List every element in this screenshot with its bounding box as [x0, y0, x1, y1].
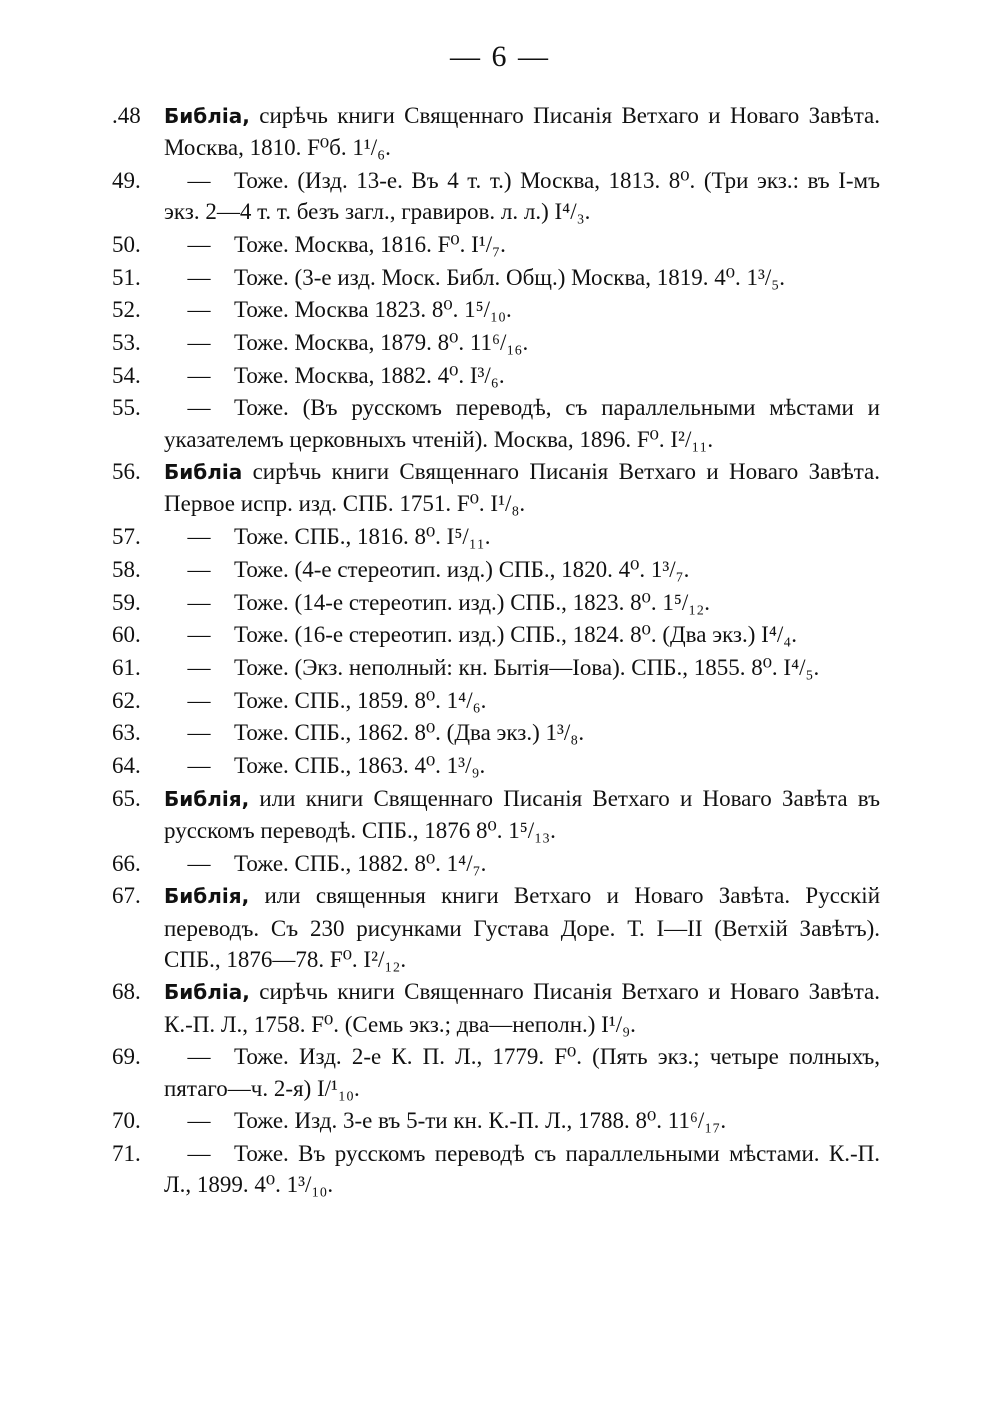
entry-text: Тоже. Изд. 2-е К. П. Л., 1779. F⁰. (Пять экз.; четыре полныхъ, пятаго—ч. 2-я) I/¹₁₀.	[164, 1044, 880, 1101]
entry-text: Тоже. Москва, 1879. 8⁰. 11⁶/₁₆.	[234, 329, 529, 355]
ditto-dash: —	[187, 524, 211, 550]
entry-61	[112, 652, 880, 683]
entry-text: Тоже. (Экз. неполный: кн. Бытія—Іова). СПБ., 1855. 8⁰. I⁴/₅.	[234, 654, 820, 680]
ditto-dash: —	[187, 395, 211, 421]
entry-number: 61.	[112, 654, 141, 680]
entry-number: 56.	[112, 459, 141, 485]
entry-51	[112, 262, 880, 293]
entry-number: 66.	[112, 850, 141, 876]
entry-56	[112, 456, 880, 519]
entry-number: 69.	[112, 1044, 141, 1070]
ditto-dash: —	[187, 329, 211, 355]
entry-text: Тоже. СПБ., 1859. 8⁰. 1⁴/₆.	[234, 687, 487, 713]
entry-number: 58.	[112, 556, 141, 582]
entry-number: 60.	[112, 622, 141, 648]
entry-63	[112, 717, 880, 748]
entry-text: Тоже. СПБ., 1816. 8⁰. I⁵/₁₁.	[234, 524, 491, 550]
entry-number: 65.	[112, 785, 141, 811]
ditto-dash: —	[187, 556, 211, 582]
entry-67	[112, 880, 880, 975]
ditto-dash: —	[187, 1044, 211, 1070]
page-number: — 6 —	[450, 40, 550, 73]
entry-65	[112, 783, 880, 846]
entry-number: 59.	[112, 589, 141, 615]
entry-text: Тоже. (Изд. 13-е. Въ 4 т. т.) Москва, 1813. 8⁰. (Три экз.: въ I-мъ экз. 2—4 т. т. безъ загл., гравиров. л. л.) I⁴/₃.	[164, 167, 880, 225]
entry-text: Тоже. СПБ., 1862. 8⁰. (Два экз.) 1³/₈.	[234, 720, 585, 746]
entry-53	[112, 327, 880, 358]
entry-64	[112, 750, 880, 781]
entry-number: 57.	[112, 524, 141, 550]
entry-text: или книги Священнаго Писанія Ветхаго и Новаго Завѣта въ русскомъ переводѣ. СПБ., 1876 8⁰. 1⁵/₁₃.	[164, 785, 880, 843]
entry-text: Тоже. Москва, 1816. F⁰. I¹/₇.	[234, 231, 506, 257]
entry-number: 52.	[112, 297, 141, 323]
entry-60	[112, 619, 880, 650]
entry-number: 68.	[112, 979, 141, 1005]
entry-54	[112, 360, 880, 391]
entry-title: Библіа,	[164, 104, 250, 128]
entry-50	[112, 229, 880, 260]
entry-55	[112, 392, 880, 454]
entry-title: Библіа,	[164, 980, 250, 1005]
ditto-dash: —	[187, 589, 211, 615]
catalog-entries	[112, 100, 880, 1202]
entry-number: 49.	[112, 167, 141, 193]
entry-68	[112, 976, 880, 1039]
ditto-dash: —	[187, 167, 211, 193]
entry-57	[112, 521, 880, 552]
ditto-dash: —	[187, 264, 211, 290]
entry-text: Тоже. (Въ русскомъ переводѣ, съ параллельными мѣстами и указателемъ церковныхъ чтеній). Москва, 1896. F⁰. I²/₁₁.	[164, 395, 880, 452]
entry-number: 54.	[112, 362, 141, 388]
entry-69	[112, 1041, 880, 1103]
entry-title: Библія,	[164, 884, 250, 909]
ditto-dash: —	[187, 622, 211, 648]
ditto-dash: —	[187, 654, 211, 680]
ditto-dash: —	[187, 231, 211, 257]
entry-text: сирѣчь книги Священнаго Писанія Ветхаго и Новаго Завѣта. К.-П. Л., 1758. F⁰. (Семь экз.; два—неполн.) I¹/₉.	[164, 979, 880, 1037]
entry-text: Тоже. (16-е стереотип. изд.) СПБ., 1824. 8⁰. (Два экз.) I⁴/₄.	[234, 622, 798, 648]
entry-number: 71.	[112, 1141, 141, 1166]
entry-number: .48	[112, 103, 141, 128]
entry-title: Библія,	[164, 786, 250, 811]
entry-62	[112, 685, 880, 716]
entry-text: Тоже. Москва 1823. 8⁰. 1⁵/₁₀.	[234, 297, 512, 323]
ditto-dash: —	[187, 362, 211, 388]
ditto-dash: —	[187, 1141, 211, 1166]
entry-number: 51.	[112, 264, 141, 290]
entry-59	[112, 587, 880, 618]
entry-number: 53.	[112, 329, 141, 355]
entry-text: Тоже. (4-е стереотип. изд.) СПБ., 1820. 4⁰. 1³/₇.	[234, 556, 690, 582]
entry-title: Библіа	[164, 460, 243, 485]
entry-number: 67.	[112, 883, 141, 909]
entry-70	[112, 1105, 880, 1136]
entry-number: 64.	[112, 753, 141, 779]
entry-49	[112, 165, 880, 227]
entry-text: или священныя книги Ветхаго и Новаго Завѣта. Русскій переводъ. Съ 230 рисунками Густава Доре. Т. I—II (Ветхій Завѣтъ). СПБ., 1876—78. F⁰. I²/₁₂.	[164, 883, 880, 972]
entry-52	[112, 294, 880, 325]
entry-text: Тоже. Москва, 1882. 4⁰. I³/₆.	[234, 362, 505, 388]
entry-58	[112, 554, 880, 585]
entry-text: Тоже. Изд. 3-е въ 5-ти кн. К.-П. Л., 1788. 8⁰. 11⁶/₁₇.	[234, 1108, 727, 1134]
entry-text: Тоже. (14-е стереотип. изд.) СПБ., 1823. 8⁰. 1⁵/₁₂.	[234, 589, 711, 615]
entry-number: 70.	[112, 1108, 141, 1134]
ditto-dash: —	[187, 753, 211, 779]
entry-71	[112, 1138, 880, 1200]
entry-number: 50.	[112, 231, 141, 257]
entry-text: Тоже. СПБ., 1882. 8⁰. 1⁴/₇.	[234, 850, 487, 876]
entry-text: Тоже. СПБ., 1863. 4⁰. 1³/₉.	[234, 753, 486, 779]
entry-text: сирѣчь книги Священнаго Писанія Ветхаго и Новаго Завѣта. Москва, 1810. F⁰б. 1¹/₆.	[164, 103, 880, 161]
entry-number: 55.	[112, 395, 141, 421]
ditto-dash: —	[187, 687, 211, 713]
ditto-dash: —	[187, 297, 211, 323]
ditto-dash: —	[187, 720, 211, 746]
ditto-dash: —	[187, 1108, 211, 1134]
entry-number: 63.	[112, 720, 141, 746]
entry-text: Тоже. (3-е изд. Моск. Библ. Общ.) Москва, 1819. 4⁰. 1³/₅.	[234, 264, 786, 290]
entry-text: Тоже. Въ русскомъ переводѣ съ параллельными мѣстами. К.-П. Л., 1899. 4⁰. 1³/₁₀.	[164, 1141, 880, 1198]
entry-48	[112, 100, 880, 163]
entry-number: 62.	[112, 687, 141, 713]
entry-66	[112, 848, 880, 879]
entry-text: сирѣчь книги Священнаго Писанія Ветхаго и Новаго Завѣта. Первое испр. изд. СПБ. 1751. F⁰. I¹/₈.	[164, 459, 880, 517]
ditto-dash: —	[187, 850, 211, 876]
